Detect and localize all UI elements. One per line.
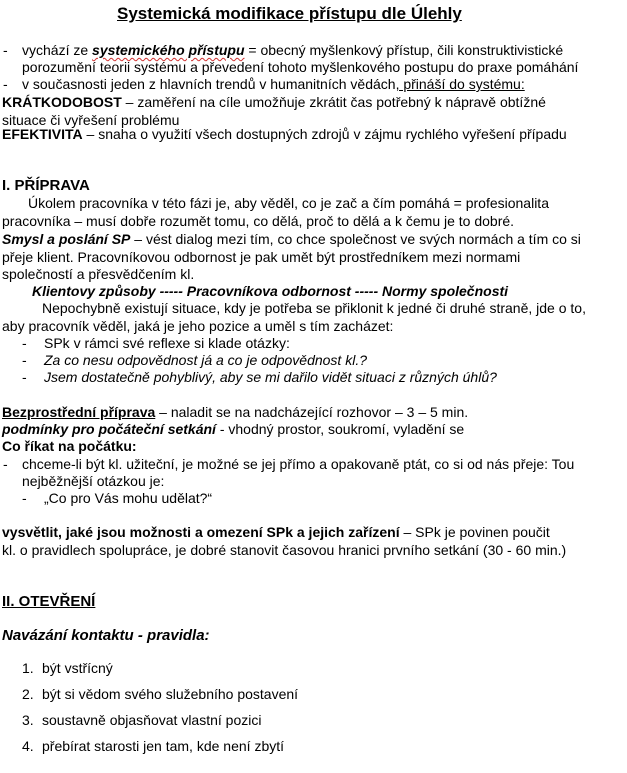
intro-bullet-1-line2: porozumění teorii systému a převedení tohoto myšlenkového postupu do praxe pomáhání xyxy=(22,59,579,75)
intro-bullet-1-text xyxy=(22,41,563,59)
efektivita-line xyxy=(2,125,567,143)
text-span: v současnosti jeden z hlavních trendů v humanitních vědách xyxy=(22,76,396,92)
vysvetlit-line1 xyxy=(2,523,550,541)
rule-number: 4. xyxy=(22,738,34,754)
rule-item-3 xyxy=(22,711,262,729)
vysvetlit-term: vysvětlit, jaké jsou možnosti a omezení SPk a jejich zařízení xyxy=(2,524,400,540)
text-span: vychází ze xyxy=(22,42,93,58)
reflection-item-text: Jsem dostatečně pohyblivý, aby se mi dařilo vidět situaci z různých úhlů? xyxy=(44,369,497,385)
bezprostredni-term: Bezprostřední příprava xyxy=(2,404,156,420)
section-2-heading: II. OTEVŘENÍ xyxy=(2,593,96,610)
intro-bullet-2-text xyxy=(22,75,525,93)
text-span: , přináší do systému: xyxy=(395,76,525,92)
bullet-dash: - xyxy=(22,352,27,368)
chceme-li-line2: nejběžnější otázkou je: xyxy=(22,473,165,489)
rule-item-4 xyxy=(22,737,285,755)
section-2-subheading: Navázání kontaktu - pravidla: xyxy=(2,627,210,644)
rule-number: 1. xyxy=(22,660,34,676)
bullet-dash: - xyxy=(3,456,8,472)
vysvetlit-line2: kl. o pravidlech spolupráce, je dobré stanovit časovou hranici prvního setkání (30 - 60 min.) xyxy=(2,542,567,558)
document-title xyxy=(117,5,462,23)
s1-para2-line1: Nepochybně existují situace, kdy je potřeba se přiklonit k jedné či druhé straně, jde o to, xyxy=(42,300,586,316)
smysl-line1 xyxy=(2,230,581,248)
text-span: – zaměření na cíle umožňuje zkrátit čas potřebný k nápravě obtížné xyxy=(121,94,546,110)
rule-text: přebírat starosti jen tam, kde není zbytí xyxy=(42,738,285,754)
text-span: – snaha o využití všech dostupných zdrojů v zájmu rychlého vyřešení případu xyxy=(82,126,567,142)
s1-para1-line2: pracovníka – musí dobře rozumět tomu, co dělá, proč to dělá a k čemu je to dobré. xyxy=(2,213,515,229)
podminky-line xyxy=(2,420,464,438)
rule-item-1 xyxy=(22,659,113,677)
text-span: - vhodný prostor, soukromí, vyladění se xyxy=(215,421,465,437)
smysl-term: Smysl a poslání SP xyxy=(2,231,131,247)
rule-item-2 xyxy=(22,685,299,703)
rule-text: být si vědom svého služebního postavení xyxy=(42,686,299,702)
s1-para2-line2: aby pracovník věděl, jaká je jeho pozice a uměl s tím zacházet: xyxy=(2,318,394,334)
podminky-term: podmínky pro počáteční setkání xyxy=(2,421,216,437)
rule-number: 3. xyxy=(22,712,34,728)
rule-number: 2. xyxy=(22,686,34,702)
co-rikat-heading: Co říkat na počátku: xyxy=(2,438,137,454)
kratkodobost-line2: situace či vyřešení problému xyxy=(2,112,180,128)
smysl-line2: přeje klient. Pracovníkovou odbornost je pak umět být prostředníkem mezi normami xyxy=(2,249,521,265)
bullet-dash: - xyxy=(22,369,27,385)
question-text: „Co pro Vás mohu udělat?“ xyxy=(44,490,213,506)
triad-line: Klientovy způsoby ----- Pracovníkova odbornost ----- Normy společnosti xyxy=(32,283,509,299)
systemic-approach-term: systemického přístupu xyxy=(92,42,245,58)
bullet-dash: - xyxy=(22,335,27,351)
efektivita-term: EFEKTIVITA xyxy=(2,126,83,142)
text-span: – naladit se na nadcházející rozhovor – 3 – 5 min. xyxy=(155,404,469,420)
rule-text: být vstřícný xyxy=(42,660,113,676)
bezprostredni-line xyxy=(2,403,468,421)
title-text: Systemická modifikace přístupu dle Úlehly xyxy=(117,4,462,23)
bullet-dash: - xyxy=(3,76,8,92)
bullet-dash: - xyxy=(3,42,8,58)
text-span: – SPk je povinen poučit xyxy=(399,524,550,540)
reflection-item-text: SPk v rámci své reflexe si klade otázky: xyxy=(44,335,290,351)
text-span: = obecný myšlenkový přístup, čili konstruktivistické xyxy=(244,42,564,58)
text-span: chceme-li být kl. užiteční, je možné se jej přímo a opakovaně ptát, co si od nás přeje: Tou xyxy=(22,456,575,472)
smysl-line3: společností a přesvědčením kl. xyxy=(2,266,195,282)
s1-para1-line1: Úkolem pracovníka v této fázi je, aby věděl, co je zač a čím pomáhá = profesionalita xyxy=(28,195,549,211)
kratkodobost-line xyxy=(2,93,546,111)
rule-text: soustavně objasňovat vlastní pozici xyxy=(42,712,262,728)
bullet-dash: - xyxy=(22,490,27,506)
text-span: – vést dialog mezi tím, co chce společnost ve svých normách a tím co si xyxy=(130,231,581,247)
kratkodobost-term: KRÁTKODOBOST xyxy=(2,94,122,110)
reflection-item-text: Za co nesu odpovědnost já a co je odpovědnost kl.? xyxy=(44,352,367,368)
section-1-heading: I. PŘÍPRAVA xyxy=(2,177,90,194)
